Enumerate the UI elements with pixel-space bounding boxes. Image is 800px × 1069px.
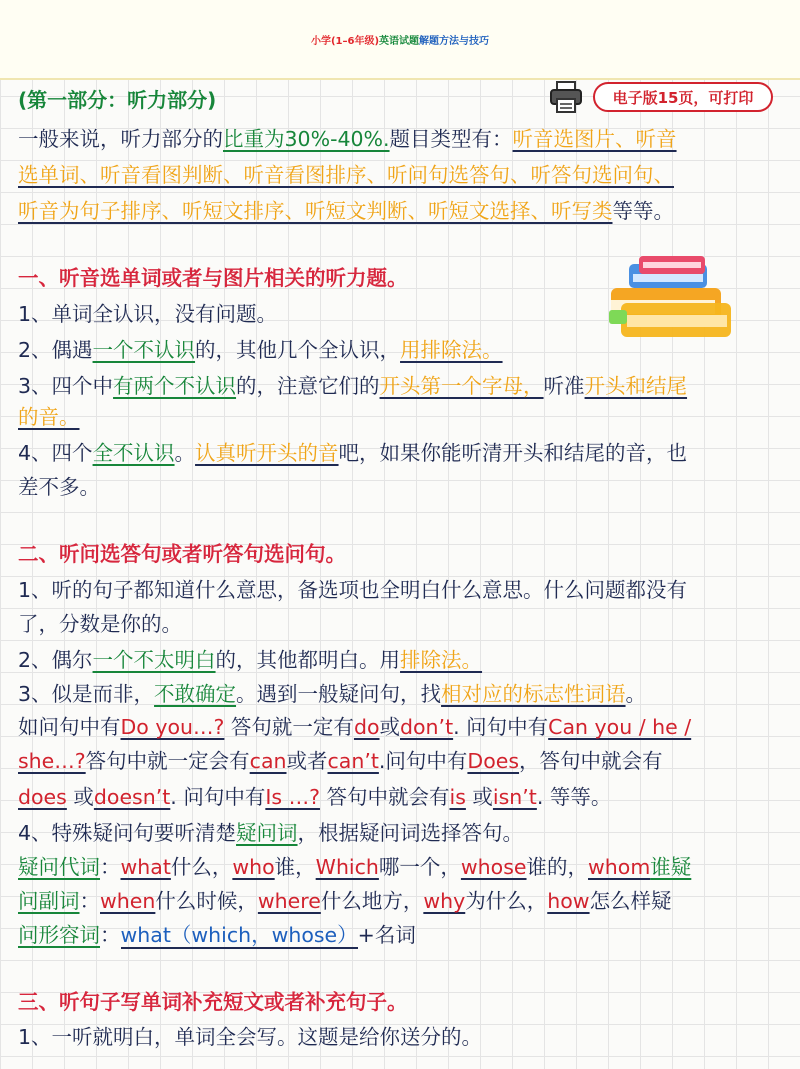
s2-l3a: 3、似是而非，: [18, 682, 155, 706]
intro-f: 听音为句子排序、听短文排序、听短文判断、听短文选择、听写类: [18, 199, 613, 223]
s3-line-1: 1、一听就明白，单词全会写。这题是给你送分的。: [18, 1025, 483, 1049]
s1-l2d: 用排除法。: [400, 338, 503, 362]
s2-l8d: 什么，: [170, 855, 233, 879]
s2-l5a: she…?: [18, 749, 86, 773]
s1-line-2: [18, 335, 503, 365]
s2-l6h: 或: [465, 785, 493, 809]
s2-l4h: Can you / he /: [548, 715, 692, 739]
s2-l8g: Which: [315, 855, 379, 879]
intro-e: 选单词、听音看图判断、听音看图排序、听问句选答句、听答句选问句、: [18, 163, 674, 187]
s2-l9i: how: [547, 889, 590, 913]
s1-line-1: 1、单词全认识，没有问题。: [18, 302, 278, 326]
s1-line-3b: [18, 402, 80, 432]
s2-l4g: . 问句中有: [453, 715, 549, 739]
s2-l5c: can: [249, 749, 287, 773]
s2-l9b: ：: [79, 889, 100, 913]
s2-l2c: 的，其他都明白。用: [215, 648, 401, 672]
s1-l3b: 有两个不认识: [113, 374, 237, 398]
s2-l8c: what: [120, 855, 171, 879]
s1-l3d: 开头第一个字母，: [379, 374, 544, 398]
s2-l9c: when: [100, 889, 156, 913]
s1-l4e: 吧，如果你能听清开头和结尾的音，也: [338, 441, 688, 465]
s2-line-7: [18, 818, 523, 848]
intro-c: 题目类型有：: [389, 127, 513, 151]
s2-l4f: don’t: [400, 715, 454, 739]
s1-l3g: 的音。: [18, 405, 80, 429]
s2-line-1b: 了，分数是你的。: [18, 612, 182, 636]
s2-line-1a: 1、听的句子都知道什么意思，备选项也全明白什么意思。什么问题都没有: [18, 578, 688, 602]
s2-l6b: 或: [66, 785, 94, 809]
s2-l10b: ：: [100, 923, 121, 947]
s2-l8l: 谁疑: [650, 855, 692, 879]
s2-l5b: 答句中就一定会有: [85, 749, 250, 773]
s2-l6c: doesn’t: [93, 785, 171, 809]
s2-l6e: Is …?: [265, 785, 320, 809]
title-part-1: 小学(1–6年级): [310, 35, 380, 47]
s1-l2c: 的，其他几个全认识，: [195, 338, 401, 362]
s2-line-10: [18, 920, 416, 950]
s1-l3c: 的，注意它们的: [236, 374, 380, 398]
s2-l8k: whom: [588, 855, 651, 879]
s2-l8f: 谁，: [274, 855, 316, 879]
s2-l2a: 2、偶尔: [18, 648, 93, 672]
s2-l4e: 或: [379, 715, 400, 739]
s2-l6f: 答句中就会有: [319, 785, 450, 809]
s2-l8a: 疑问代词: [18, 855, 100, 879]
s2-l4a: 如问句中有: [18, 715, 121, 739]
s2-l10d: +名词: [357, 923, 416, 947]
s2-l8j: 谁的，: [526, 855, 589, 879]
s2-l5d: 或者: [286, 749, 328, 773]
s2-l3b: 不敢确定: [154, 682, 237, 706]
s2-l6g: is: [449, 785, 466, 809]
s2-l5e: can’t: [327, 749, 379, 773]
s2-l8e: who: [232, 855, 275, 879]
title-part-2: 英语试题: [379, 35, 420, 47]
s2-l4c: 答句就一定有: [224, 715, 354, 739]
s2-l7b: 疑问词: [236, 821, 298, 845]
intro-line-1: [18, 124, 677, 154]
s2-l3e: 。: [625, 682, 647, 706]
s2-l2b: 一个不太明白: [92, 648, 216, 672]
s2-l5f: .问句中有: [378, 749, 468, 773]
s2-l9f: 什么地方，: [320, 889, 424, 913]
s1-l2a: 2、偶遇: [18, 338, 93, 362]
s2-l5h: ，答句中就会有: [519, 749, 663, 773]
intro-a: 一般来说，听力部分的: [18, 127, 223, 151]
intro-line-3: [18, 196, 674, 226]
s1-l4c: 。: [174, 441, 196, 465]
s2-line-4: [18, 712, 691, 742]
s2-line-6: [18, 782, 611, 812]
s2-l8i: whose: [460, 855, 527, 879]
section-1-heading: 一、听音选单词或者与图片相关的听力题。: [18, 266, 408, 290]
s2-l9e: where: [257, 889, 321, 913]
s2-l4b: Do you…?: [120, 715, 225, 739]
edition-badge: 电子版15页，可打印: [593, 82, 773, 112]
s2-l10a: 问形容词: [18, 923, 100, 947]
intro-g: 等等。: [612, 199, 674, 223]
s2-line-9: [18, 886, 672, 916]
s1-l2b: 一个不认识: [92, 338, 196, 362]
s2-l9j: 怎么样疑: [589, 889, 672, 913]
s2-l7c: ，根据疑问词选择答句。: [297, 821, 524, 845]
section-part-label: (第一部分：听力部分): [18, 88, 217, 112]
s2-l8b: ：: [100, 855, 121, 879]
s2-l6d: . 问句中有: [170, 785, 266, 809]
s2-l3d: 相对应的标志性词语: [441, 682, 626, 706]
s2-l6j: . 等等。: [536, 785, 612, 809]
s1-line-3: [18, 371, 687, 401]
intro-d: 听音选图片、听音: [512, 127, 677, 151]
page-title: [0, 0, 800, 80]
s2-l10c: what（which，whose）: [120, 923, 358, 947]
s2-l9g: why: [423, 889, 466, 913]
s2-l5g: Does: [467, 749, 520, 773]
s1-l3a: 3、四个中: [18, 374, 114, 398]
s2-l3c: 。遇到一般疑问句，找: [236, 682, 442, 706]
s1-line-4b: 差不多。: [18, 475, 100, 499]
s2-l2d: 排除法。: [400, 648, 483, 672]
s2-l6a: does: [18, 785, 67, 809]
s2-l9h: 为什么，: [465, 889, 548, 913]
s2-l9a: 问副词: [18, 889, 80, 913]
title-part-3: 解题方法与技巧: [419, 35, 490, 47]
s2-line-8: [18, 852, 691, 882]
s2-line-5: [18, 746, 663, 776]
s2-l4d: do: [353, 715, 380, 739]
s2-l7a: 4、特殊疑问句要听清楚: [18, 821, 237, 845]
s1-l4d: 认真听开头的音: [195, 441, 339, 465]
s1-l3f: 开头和结尾: [584, 374, 688, 398]
s2-l8h: 哪一个，: [378, 855, 461, 879]
intro-line-2: [18, 160, 674, 190]
section-2-heading: 二、听问选答句或者听答句选问句。: [18, 542, 346, 566]
s2-l6i: isn’t: [492, 785, 537, 809]
s2-line-3: [18, 679, 646, 709]
intro-b: 比重为30%-40%.: [223, 127, 390, 151]
s2-l9d: 什么时候，: [155, 889, 258, 913]
s1-l3e: 听准: [543, 374, 585, 398]
section-3-heading: 三、听句子写单词补充短文或者补充句子。: [18, 990, 408, 1014]
s1-l4a: 4、四个: [18, 441, 93, 465]
printer-icon: [548, 80, 584, 114]
s1-l4b: 全不认识: [92, 441, 175, 465]
s2-line-2: [18, 645, 482, 675]
s1-line-4: [18, 438, 687, 468]
books-icon: [603, 248, 733, 348]
